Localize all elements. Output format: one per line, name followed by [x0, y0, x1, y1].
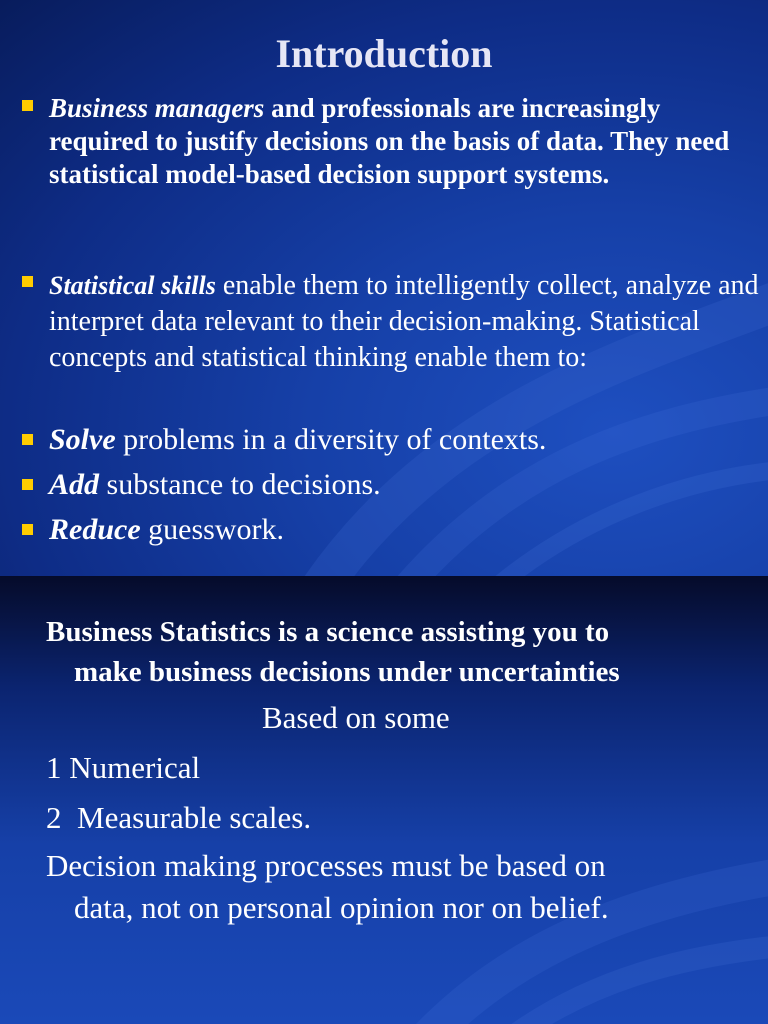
bullet-lead: Reduce — [49, 513, 141, 546]
slide-business-statistics — [0, 576, 768, 1024]
bullet-lead: Business managers — [49, 93, 265, 123]
closing-line-1: Decision making processes must be based on — [46, 848, 606, 883]
bullet-lead: Solve — [49, 423, 116, 456]
bullet-lead: Statistical skills — [49, 271, 216, 300]
slide-heading — [46, 612, 756, 692]
heading-line-2: make business decisions under uncertainties — [74, 656, 620, 688]
based-on-text: Based on some — [262, 700, 450, 735]
bullet-business-managers — [22, 93, 760, 226]
list-item-measurable: 2 Measurable scales. — [46, 800, 312, 835]
bullet-lead: Add — [49, 468, 100, 501]
bullet-text: and professionals are increasingly required to justify decisions on the basis of data. They need statistical model-based decision support systems. — [49, 93, 730, 189]
closing-line-2: data, not on personal opinion nor on belief. — [74, 890, 609, 925]
bullet-reduce — [22, 513, 760, 556]
heading-line-1: Business Statistics is a science assisting you to — [46, 616, 610, 648]
bullet-add — [22, 468, 760, 511]
square-bullet-icon — [22, 276, 33, 287]
bullet-text: problems in a diversity of contexts. — [115, 423, 547, 456]
bullet-text: substance to decisions. — [99, 468, 381, 501]
square-bullet-icon — [22, 524, 33, 535]
bullet-text: enable them to intelligently collect, analyze and interpret data relevant to their decision-making. Statistical concepts and statistical thinking enable them to: — [49, 270, 759, 373]
square-bullet-icon — [22, 479, 33, 490]
square-bullet-icon — [22, 100, 33, 111]
bullet-statistical-skills — [22, 272, 760, 416]
bullet-text: guesswork. — [140, 513, 284, 546]
bullet-solve — [22, 423, 760, 466]
square-bullet-icon — [22, 434, 33, 445]
list-item-numerical: 1 Numerical — [46, 750, 201, 785]
slide-title: Introduction — [275, 31, 493, 76]
